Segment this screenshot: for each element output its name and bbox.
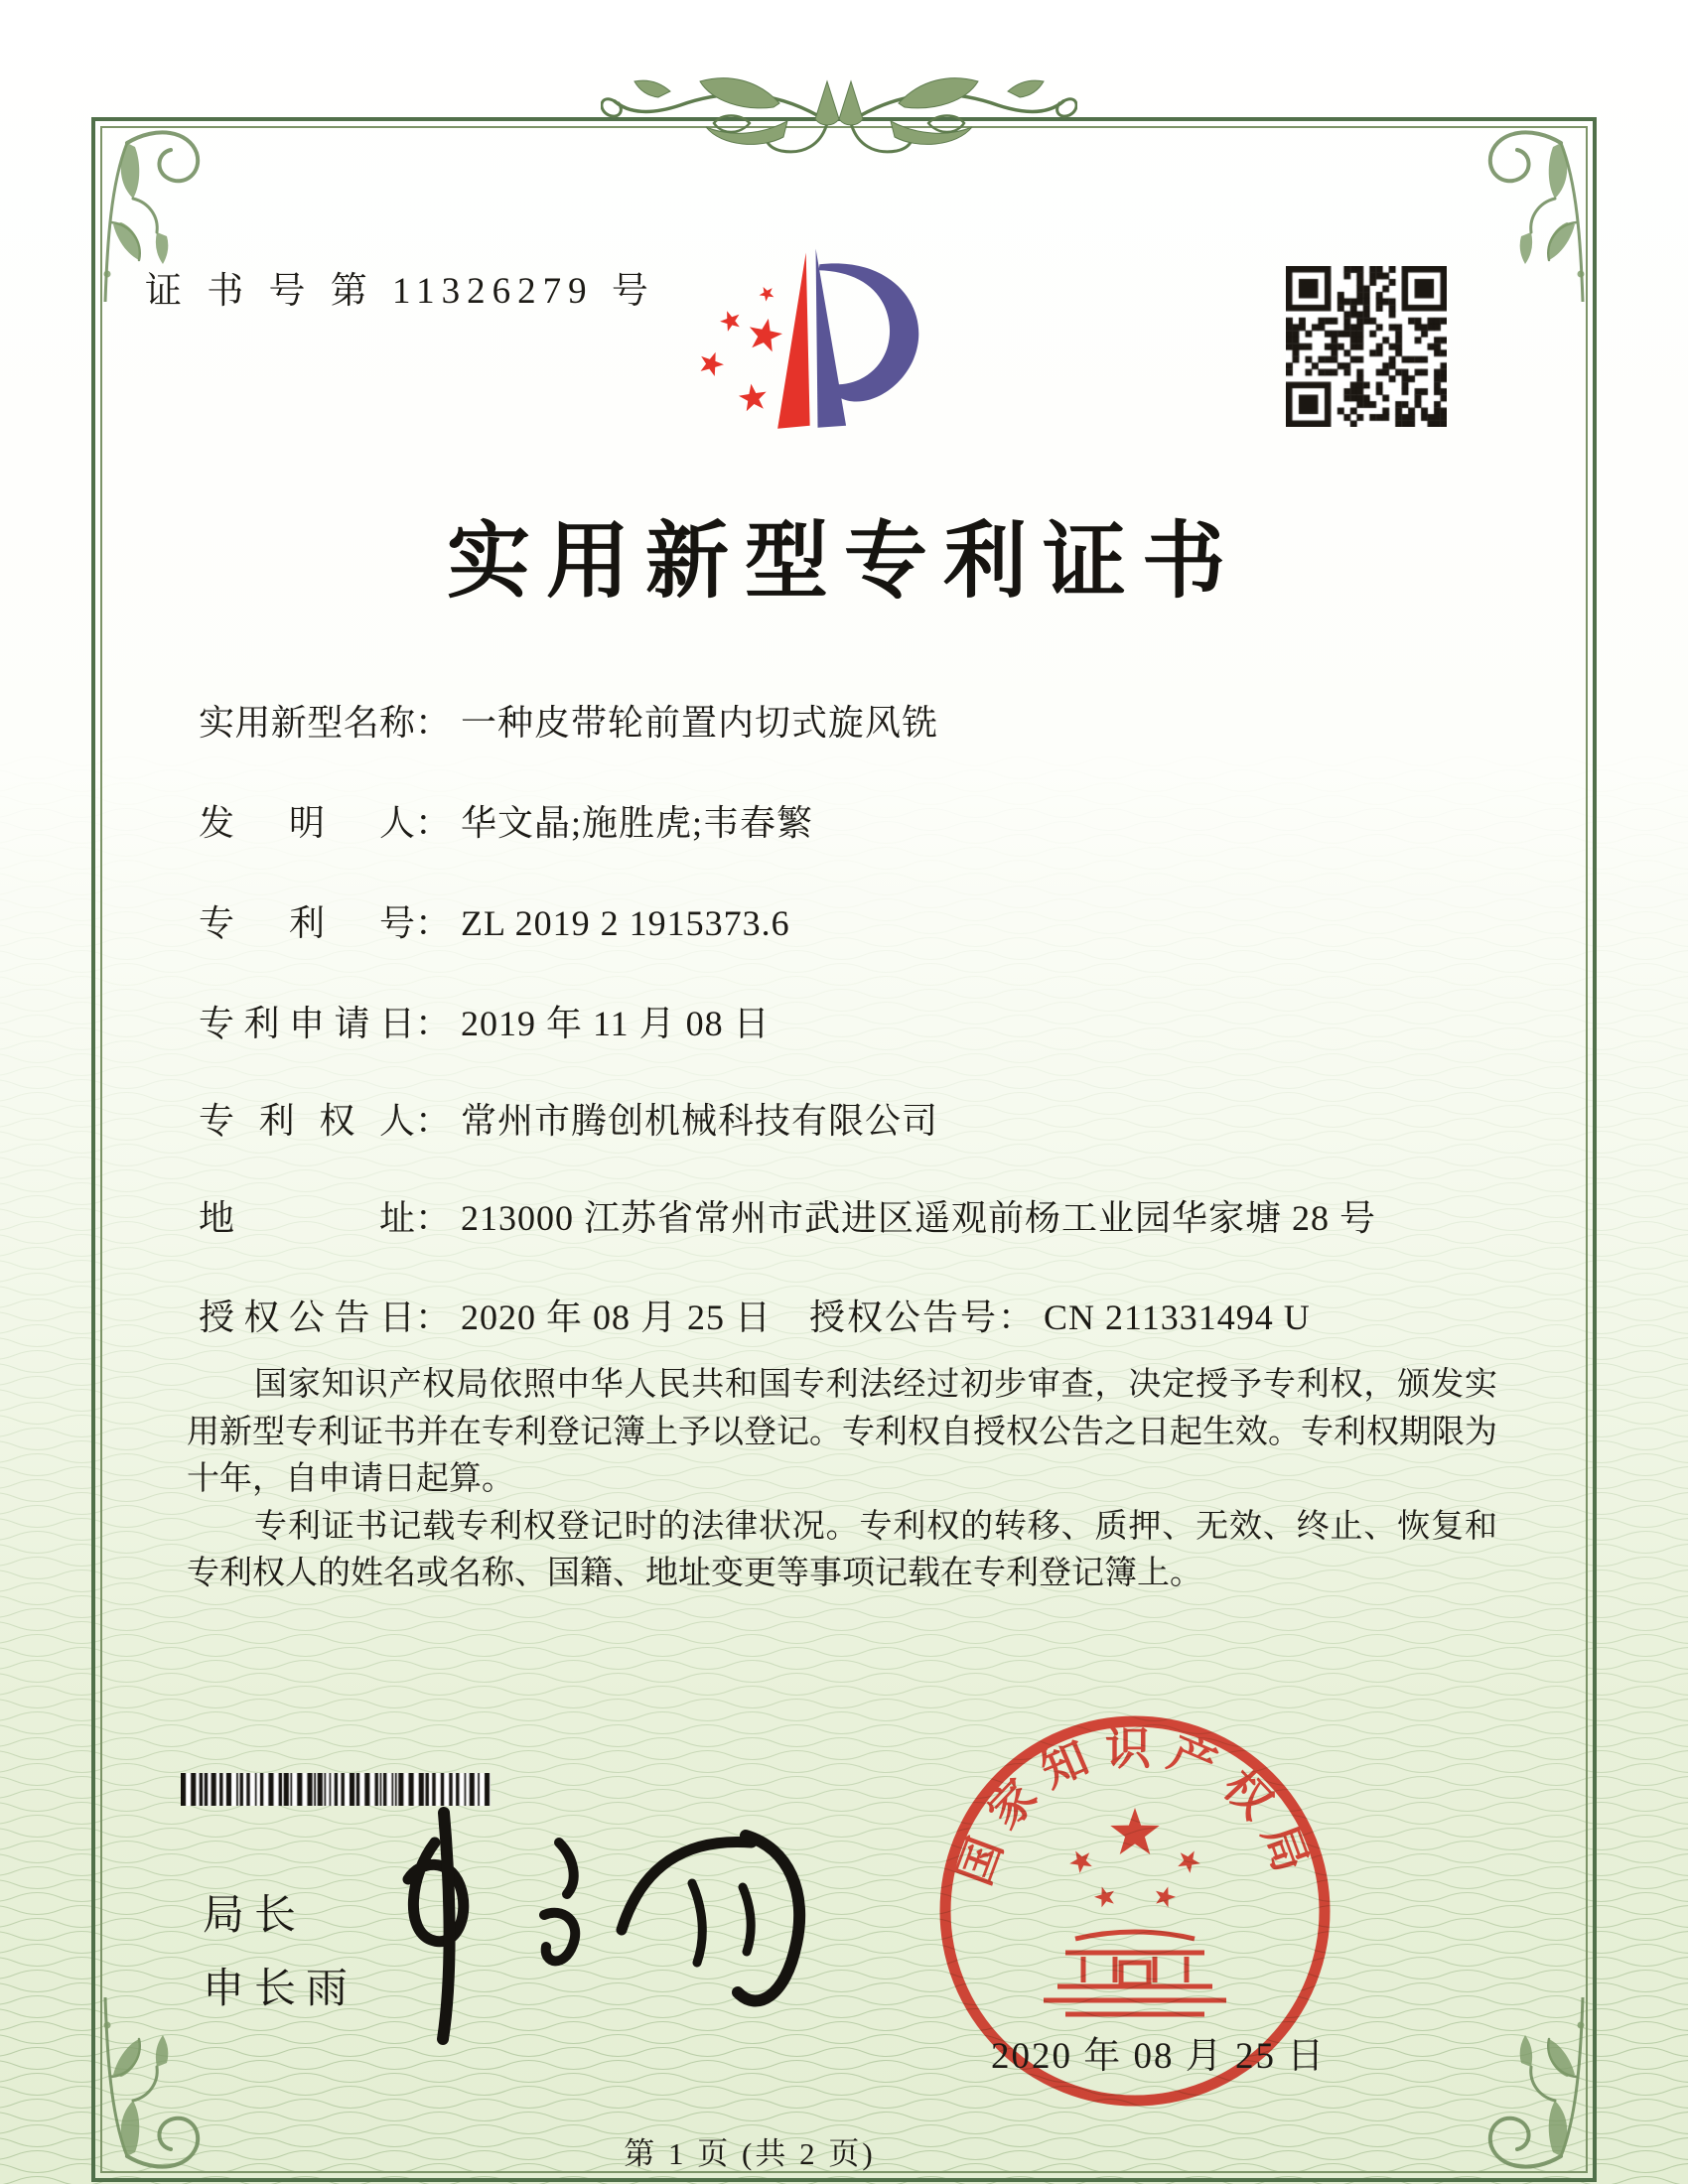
top-center-ornament-icon (601, 62, 1077, 181)
field-row-address (199, 1190, 1376, 1241)
field-value: ZL 2019 2 1915373.6 (461, 903, 790, 943)
field-label: 专利申请日 (199, 1004, 415, 1043)
field-label: 授权公告号 (809, 1297, 999, 1337)
field-row-inventors (199, 795, 813, 846)
officer-name: 申长雨 (203, 1967, 358, 2012)
field-row-patentee (199, 1093, 938, 1144)
field-row-grant-date-and-number (199, 1290, 1311, 1340)
grant-number-pair (809, 1290, 1311, 1340)
colon: ： (415, 1297, 452, 1337)
field-label: 地址 (199, 1198, 415, 1238)
field-value: 2020 年 08 月 25 日 (461, 1297, 773, 1337)
certificate-number: 证 书 号 第 11326279 号 (145, 271, 655, 312)
field-value: 常州市腾创机械科技有限公司 (461, 1101, 939, 1141)
colon: ： (415, 803, 452, 843)
colon: ： (998, 1297, 1035, 1337)
seal-agency-text: 国家知识产权局 (948, 1722, 1322, 1892)
colon: ： (415, 1198, 452, 1238)
field-row-filing-date (199, 996, 771, 1046)
colon: ： (415, 1004, 452, 1043)
handwritten-signature-icon (357, 1787, 824, 2055)
certificate-title: 实用新型专利证书 (446, 516, 1241, 609)
page-number: 第 1 页 (共 2 页) (624, 2136, 876, 2171)
colon: ： (415, 903, 452, 943)
qr-code-icon (1286, 266, 1447, 427)
field-value: CN 211331494 U (1044, 1297, 1311, 1337)
seal-date: 2020 年 08 月 25 日 (991, 2036, 1327, 2077)
officer-title: 局长 (203, 1893, 307, 1939)
svg-text:国家知识产权局 (948, 1723, 1321, 1891)
corner-flourish-icon (1442, 123, 1591, 302)
field-row-utility-model-name (199, 695, 938, 746)
legal-paragraph: 国家知识产权局依照中华人民共和国专利法经过初步审查，决定授予专利权，颁发实用新型专利证书并在专利登记簿上予以登记。专利权自授权公告之日起生效。专利权期限为十年，自申请日起算。 (187, 1367, 1497, 1497)
field-label: 发明人 (199, 803, 415, 843)
colon: ： (415, 703, 452, 743)
cnipa-logo-icon (647, 220, 990, 475)
corner-flourish-icon (1442, 1997, 1591, 2176)
colon: ： (415, 1101, 452, 1141)
field-label: 专利号 (199, 903, 415, 943)
field-label: 实用新型名称 (199, 703, 415, 743)
field-value: 2019 年 11 月 08 日 (461, 1004, 771, 1043)
field-value: 华文晶;施胜虎;韦春繁 (461, 803, 814, 843)
field-label: 授权公告日 (199, 1297, 415, 1337)
field-label: 专利权人 (199, 1101, 415, 1141)
field-value: 一种皮带轮前置内切式旋风铣 (461, 703, 939, 743)
field-row-patent-number (199, 895, 790, 946)
legal-paragraph: 专利证书记载专利权登记时的法律状况。专利权的转移、质押、无效、终止、恢复和专利权人的姓名或名称、国籍、地址变更等事项记载在专利登记簿上。 (187, 1508, 1497, 1591)
field-value: 213000 江苏省常州市武进区遥观前杨工业园华家塘 28 号 (461, 1198, 1377, 1238)
legal-text-block (187, 1362, 1497, 1598)
